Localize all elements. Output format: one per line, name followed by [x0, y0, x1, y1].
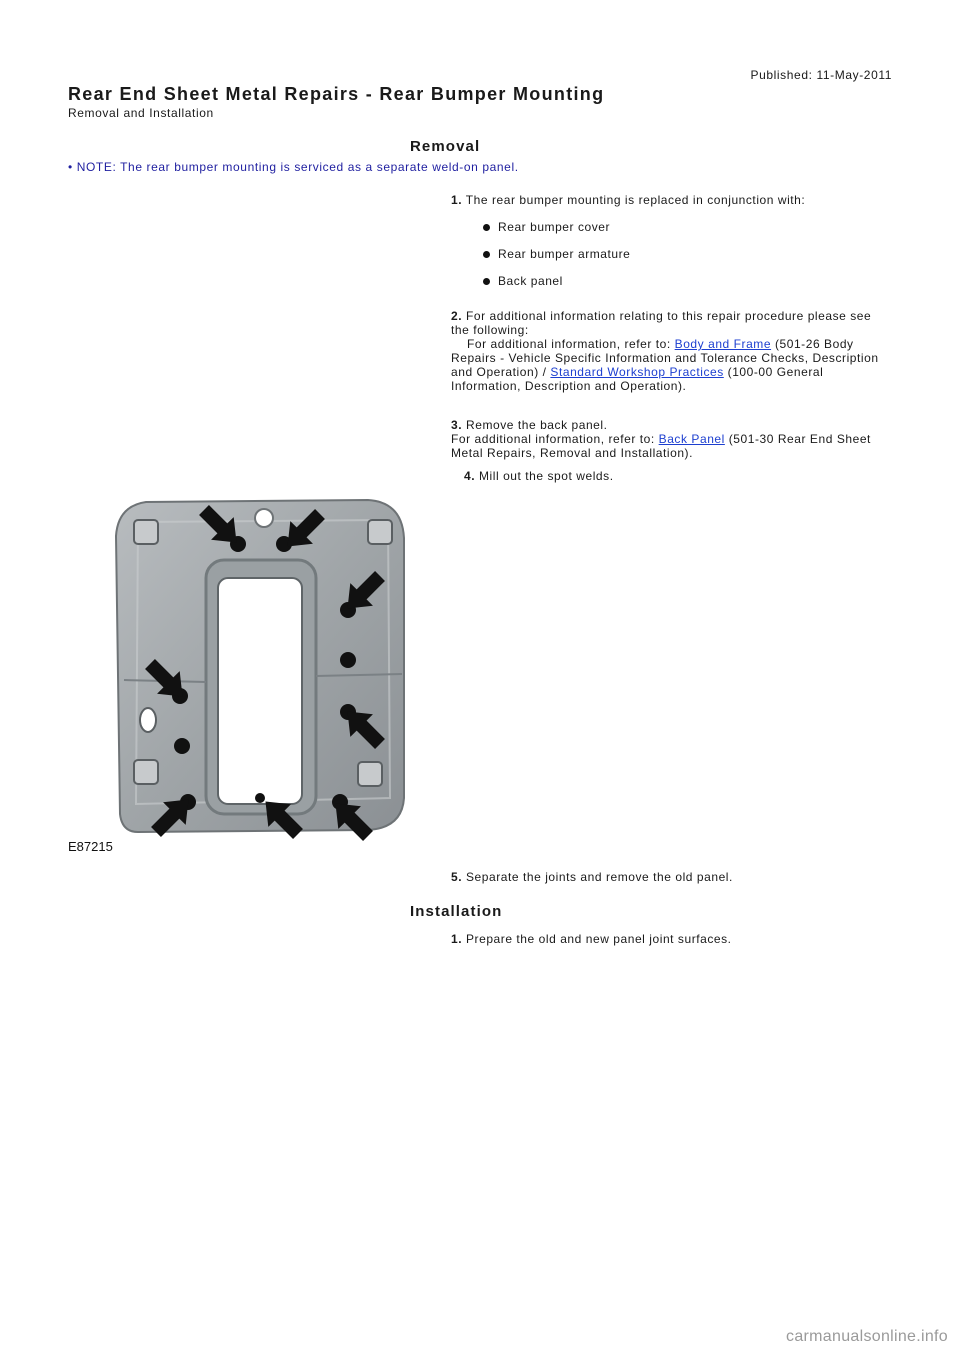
- step-text: Remove the back panel.: [466, 418, 608, 432]
- bullet-icon: [483, 251, 490, 258]
- body-and-frame-link[interactable]: Body and Frame: [674, 337, 772, 351]
- step-text: Prepare the old and new panel joint surfaces.: [466, 932, 732, 946]
- figure-label: E87215: [68, 839, 113, 854]
- step-number: 3.: [451, 418, 463, 432]
- bullet-item: Rear bumper cover: [498, 220, 610, 234]
- removal-step-4: [464, 469, 896, 483]
- removal-step-3: 3. Remove the back panel. For additional information, refer to: Back Panel (501-30 Rear End Sheet Metal Repairs, Removal and Installation).: [451, 418, 871, 460]
- removal-step-1: [451, 193, 883, 207]
- step-text: For additional information relating to this repair procedure please see the following:: [451, 309, 872, 337]
- page-subtitle: Removal and Installation: [68, 106, 214, 120]
- step-text: Separate the joints and remove the old panel.: [466, 870, 733, 884]
- step-number: 4.: [464, 469, 476, 483]
- step-number: 5.: [451, 870, 463, 884]
- bumper-mounting-figure: [68, 498, 408, 854]
- bullet-item: Back panel: [498, 274, 563, 288]
- standard-workshop-practices-link[interactable]: Standard Workshop Practices: [550, 365, 724, 379]
- step-number: 1.: [451, 932, 463, 946]
- note-text: • NOTE: The rear bumper mounting is serviced as a separate weld-on panel.: [68, 160, 519, 174]
- back-panel-link[interactable]: Back Panel: [658, 432, 725, 446]
- installation-step-1: [451, 932, 883, 946]
- step-number: 2.: [451, 309, 463, 323]
- bullet-item: Rear bumper armature: [498, 247, 630, 261]
- bullet-icon: [483, 278, 490, 285]
- installation-heading: Installation: [410, 903, 503, 920]
- step-number: 1.: [451, 193, 463, 207]
- step-text: The rear bumper mounting is replaced in conjunction with:: [465, 193, 806, 207]
- removal-heading: Removal: [410, 138, 481, 155]
- bullet-icon: [483, 224, 490, 231]
- step-text: Mill out the spot welds.: [479, 469, 614, 483]
- watermark-text: carmanualsonline.info: [786, 1328, 948, 1345]
- removal-step-2: 2. For additional information relating to this repair procedure please see the following: For additional information, refer to: Body and Frame (501-26 Body Repairs - Vehicle Specific Information and Tolerance Checks, Description and Operation) / Standard Workshop Practices (100-00 General Information, Description and Operation).: [451, 309, 879, 393]
- page-title: Rear End Sheet Metal Repairs - Rear Bumper Mounting: [68, 84, 605, 104]
- removal-step-5: [451, 870, 883, 884]
- published-date: Published: 11-May-2011: [750, 68, 892, 82]
